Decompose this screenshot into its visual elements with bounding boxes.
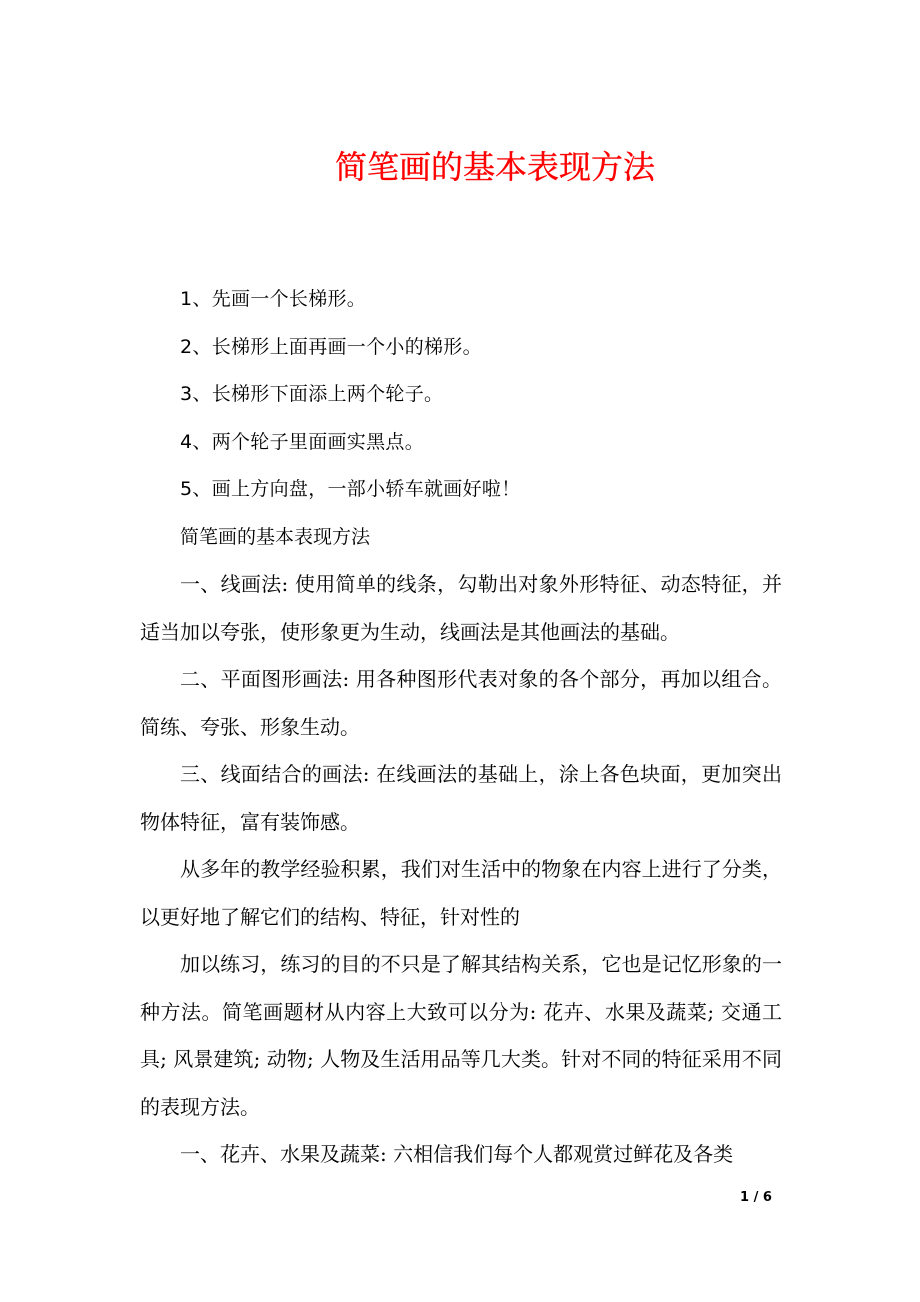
paragraph-experience: 从多年的教学经验积累，我们对生活中的物象在内容上进行了分类，以更好地了解它们的结构、特征，针对性的 [140, 857, 782, 929]
paragraph-practice: 加以练习，练习的目的不只是了解其结构关系，它也是记忆形象的一种方法。简笔画题材从内容上大致可以分为: 花卉、水果及蔬菜; 交通工具; 风景建筑; 动物; 人物及生活用品等几大类。针对不同的特征采用不同的表现方法。 [140, 952, 782, 1119]
paragraph-plane-figure: 二、平面图形画法: 用各种图形代表对象的各个部分，再加以组合。简练、夸张、形象生动。 [140, 667, 782, 739]
paragraph-line-drawing: 一、线画法: 使用简单的线条，勾勒出对象外形特征、动态特征，并适当加以夸张，使形象更为生动，线画法是其他画法的基础。 [140, 572, 782, 644]
page-number: 1 / 6 [740, 1190, 772, 1205]
section-subtitle: 简笔画的基本表现方法 [180, 525, 371, 548]
step-2: 2、长梯形上面再画一个小的梯形。 [180, 335, 482, 358]
step-1: 1、先画一个长梯形。 [180, 288, 367, 310]
document-title: 简笔画的基本表现方法 [334, 148, 655, 186]
step-4: 4、两个轮子里面画实黑点。 [180, 430, 424, 453]
step-3: 3、长梯形下面添上两个轮子。 [180, 383, 444, 405]
step-5: 5、画上方向盘，一部小轿车就画好啦！ [180, 478, 521, 500]
document-body [140, 276, 782, 1179]
paragraph-flowers-fruits: 一、花卉、水果及蔬菜: 六相信我们每个人都观赏过鲜花及各类 [180, 1142, 734, 1166]
paragraph-line-surface: 三、线面结合的画法: 在线画法的基础上，涂上各色块面，更加突出物体特征，富有装饰感。 [140, 762, 782, 834]
